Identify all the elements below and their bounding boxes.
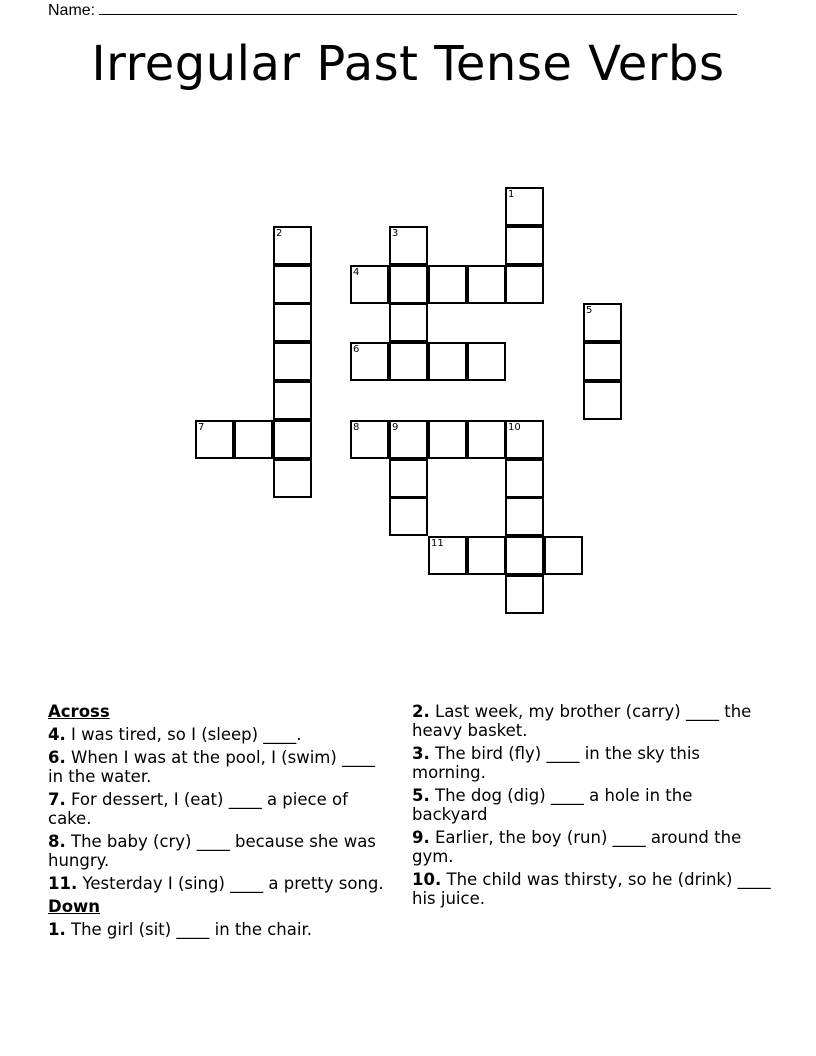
crossword-cell[interactable] (505, 459, 544, 498)
clue-number: 10 (508, 422, 521, 433)
crossword-cell[interactable] (273, 265, 312, 304)
crossword-cell[interactable] (273, 342, 312, 381)
page-title: Irregular Past Tense Verbs (91, 36, 725, 92)
crossword-cell[interactable] (428, 420, 467, 459)
crossword-cell[interactable] (505, 226, 544, 265)
crossword-cell[interactable] (234, 420, 273, 459)
clue-number: 6 (353, 344, 360, 355)
crossword-cell[interactable] (505, 536, 544, 575)
clue-number: 7 (198, 422, 205, 433)
crossword-cell[interactable] (273, 459, 312, 498)
crossword-cell[interactable] (389, 342, 428, 381)
clue-across-11: 11. Yesterday I (sing) ____ a pretty song. (48, 874, 384, 893)
clue-number: 1 (508, 189, 515, 200)
clue-number: 3 (392, 228, 399, 239)
crossword-cell[interactable] (273, 303, 312, 342)
clue-across-7: 7. For dessert, I (eat) ____ a piece of cake. (48, 790, 348, 828)
crossword-cell[interactable] (544, 536, 583, 575)
crossword-cell-8[interactable] (350, 420, 389, 459)
clues-left-column (48, 702, 393, 943)
clue-across-4: 4. I was tired, so I (sleep) ____. (48, 725, 302, 744)
crossword-cell[interactable] (428, 265, 467, 304)
clue-down-5: 5. The dog (dig) ____ a hole in the backyard (412, 786, 693, 824)
clue-number: 9 (392, 422, 399, 433)
clue-down-9: 9. Earlier, the boy (run) ____ around the gym. (412, 828, 742, 866)
clue-number: 4 (353, 267, 360, 278)
crossword-cell[interactable] (583, 381, 622, 420)
clue-down-3: 3. The bird (fly) ____ in the sky this morning. (412, 744, 701, 782)
crossword-cell[interactable] (467, 420, 506, 459)
crossword-cell-4[interactable] (350, 265, 389, 304)
crossword-cell[interactable] (505, 265, 544, 304)
crossword-cell-2[interactable] (273, 226, 312, 265)
clue-down-2: 2. Last week, my brother (carry) ____ the heavy basket. (412, 702, 752, 740)
crossword-cell[interactable] (273, 381, 312, 420)
crossword-cell-5[interactable] (583, 303, 622, 342)
crossword-cell[interactable] (389, 459, 428, 498)
clue-number: 8 (353, 422, 360, 433)
crossword-cell-1[interactable] (505, 187, 544, 226)
clue-across-8: 8. The baby (cry) ____ because she was hungry. (48, 832, 376, 870)
crossword-cell[interactable] (389, 265, 428, 304)
crossword-cell-6[interactable] (350, 342, 389, 381)
clue-number: 5 (586, 305, 593, 316)
crossword-cell[interactable] (389, 303, 428, 342)
crossword-cell[interactable] (467, 536, 506, 575)
crossword-cell-7[interactable] (195, 420, 234, 459)
name-label: Name: (48, 2, 96, 19)
clue-across-6: 6. When I was at the pool, I (swim) ____ in the water. (48, 748, 376, 786)
clue-number: 2 (276, 228, 283, 239)
crossword-cell[interactable] (467, 265, 506, 304)
across-heading: Across (48, 702, 110, 721)
crossword-cell-3[interactable] (389, 226, 428, 265)
crossword-cell[interactable] (583, 342, 622, 381)
crossword-cell[interactable] (273, 420, 312, 459)
crossword-cell-11[interactable] (428, 536, 467, 575)
crossword-cell[interactable] (467, 342, 506, 381)
clues-right-column (412, 702, 772, 912)
crossword-cell[interactable] (505, 497, 544, 536)
crossword-cell-10[interactable] (505, 420, 544, 459)
crossword-cell-9[interactable] (389, 420, 428, 459)
down-heading: Down (48, 897, 101, 916)
clue-down-1: 1. The girl (sit) ____ in the chair. (48, 920, 312, 939)
clue-down-10: 10. The child was thirsty, so he (drink) ____ his juice. (412, 870, 771, 908)
clue-number: 11 (431, 538, 444, 549)
crossword-cell[interactable] (505, 575, 544, 614)
crossword-cell[interactable] (428, 342, 467, 381)
crossword-cell[interactable] (389, 497, 428, 536)
